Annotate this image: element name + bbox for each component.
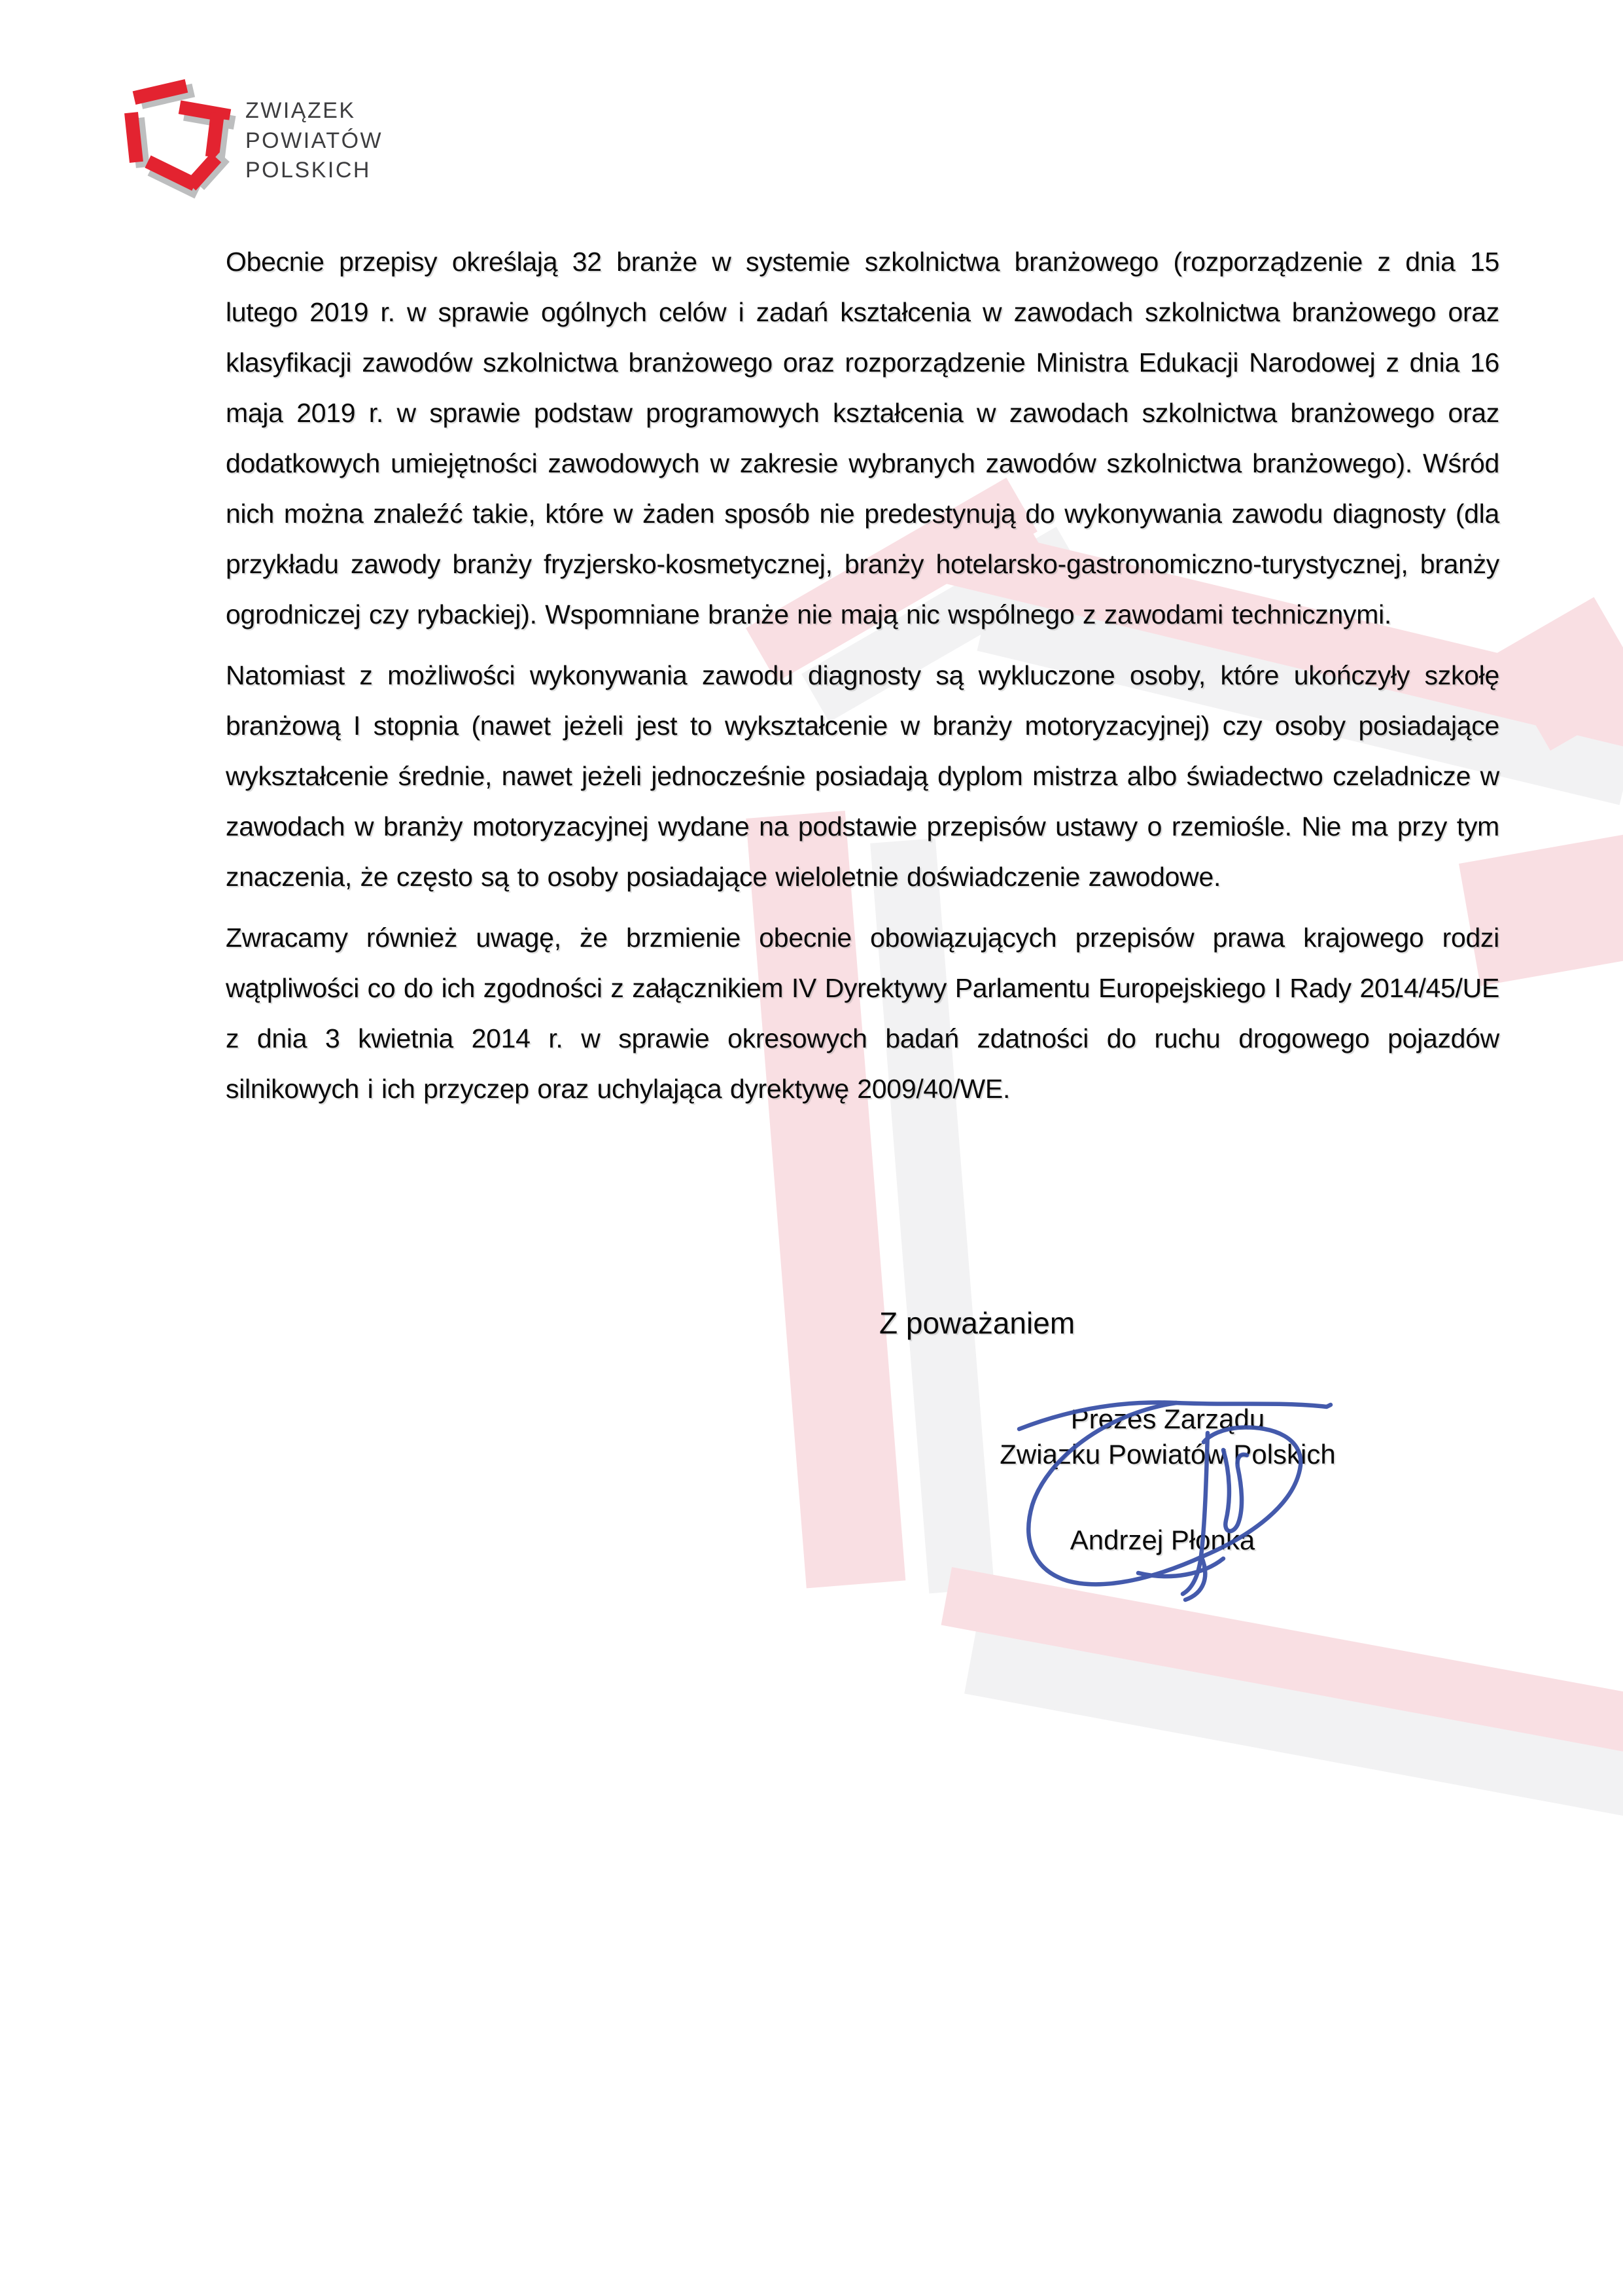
logo-stroke — [124, 112, 143, 163]
handwritten-signature — [1007, 1387, 1335, 1603]
zpp-logo-mark — [124, 79, 242, 206]
signature-role-line2: Związku Powiatów Polskich — [1000, 1439, 1336, 1470]
closing-salutation: Z poważaniem — [879, 1306, 1075, 1340]
letter-body — [226, 237, 1499, 1125]
signatory-name: Andrzej Płonka — [1070, 1525, 1255, 1555]
paragraph-1: Obecnie przepisy określają 32 branże w systemie szkolnictwa branżowego (rozporządzenie z dnia 15 lutego 2019 r. w sprawie ogólnych celów i zadań kształcenia w zawodach szkolnictwa branżowego oraz klasyfikacji zawodów szkolnictwa branżowego oraz rozporządzenie Ministra Edukacji Narodowej z dnia 16 maja 2019 r. w sprawie podstaw programowych kształcenia w zawodach szkolnictwa branżowego oraz dodatkowych umiejętności zawodowych w zakresie wybranych zawodów szkolnictwa branżowego). Wśród nich można znaleźć takie, które w żaden sposób nie predestynują do wykonywania zawodu diagnosty (dla przykładu zawody branży fryzjersko-kosmetycznej, branży hotelarsko-gastronomiczno-turystycznej, branży ogrodniczej czy rybackiej). Wspomniane branże nie mają nic wspólnego z zawodami technicznymi. — [226, 247, 1499, 629]
logo-stroke — [133, 79, 188, 105]
paragraph-2: Natomiast z możliwości wykonywania zawodu diagnosty są wykluczone osoby, które ukończyły szkołę branżową I stopnia (nawet jeżeli jest to wykształcenie w branży motoryzacyjnej) czy osoby posiadające wykształcenie średnie, nawet jeżeli jednocześnie posiadają dyplom mistrza albo świadectwo czeladnicze w zawodach w branży motoryzacyjnej wydane na podstawie przepisów ustawy o rzemiośle. Nie ma przy tym znaczenia, że często są to osoby posiadające wieloletnie doświadczenie zawodowe. — [226, 660, 1499, 892]
zpp-logo-wordmark — [245, 96, 383, 186]
signature-strokes — [1019, 1402, 1331, 1600]
logo-stroke — [186, 153, 221, 190]
logo-word-3: POLSKICH — [245, 158, 371, 183]
logo-word-1: ZWIĄZEK — [245, 98, 356, 123]
signature-role-line1: Prezes Zarządu — [1070, 1404, 1265, 1434]
logo-word-2: POWIATÓW — [245, 128, 383, 153]
paragraph-3: Zwracamy również uwagę, że brzmienie obecnie obowiązujących przepisów prawa krajowego rodzi wątpliwości co do ich zgodności z załącznikiem IV Dyrektywy Parlamentu Europejskiego I Rady 2014/45/UE z dnia 3 kwietnia 2014 r. w sprawie okresowych badań zdatności do ruchu drogowego pojazdów silnikowych i ich przyczep oraz uchylająca dyrektywę 2009/40/WE. — [226, 923, 1499, 1104]
